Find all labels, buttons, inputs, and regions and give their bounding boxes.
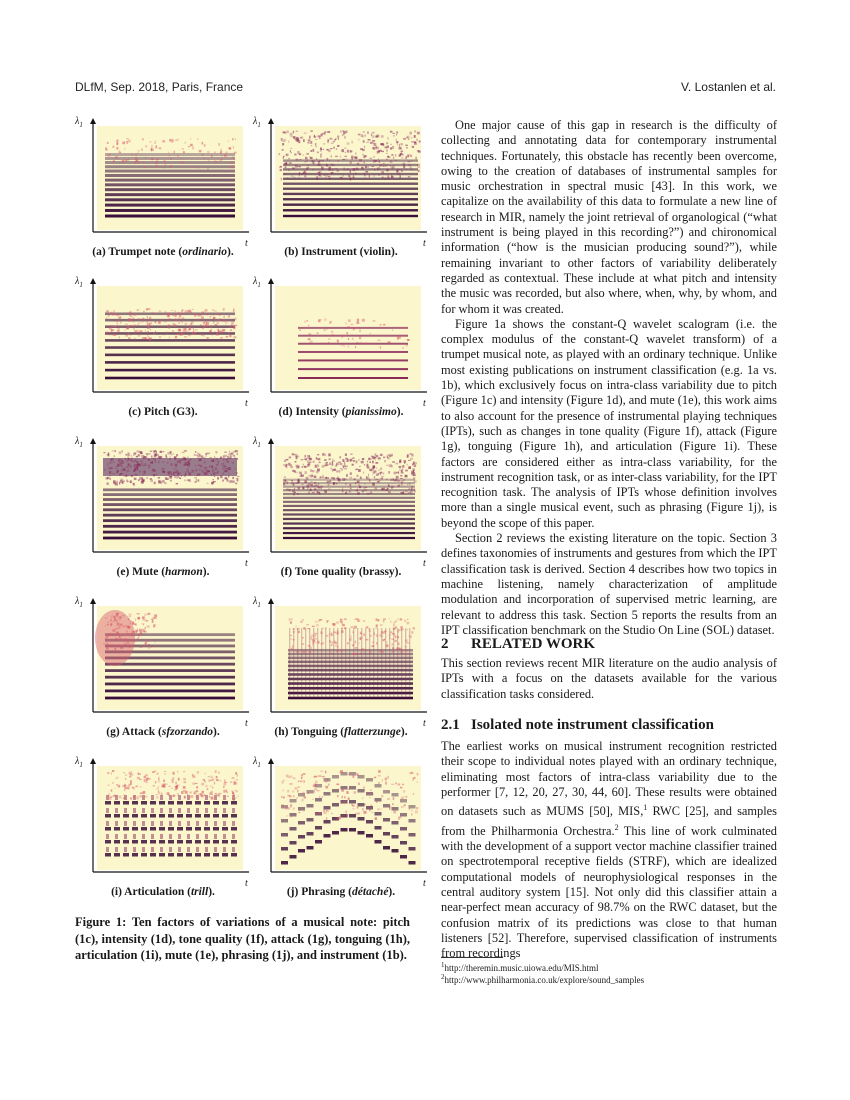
scalogram-b bbox=[253, 116, 429, 249]
footnote-mark: 2 bbox=[614, 822, 619, 832]
section-heading-2 bbox=[441, 636, 595, 653]
x-axis-label: t bbox=[245, 238, 248, 249]
x-axis-label: t bbox=[245, 878, 248, 889]
body-column-related bbox=[441, 656, 777, 702]
subfigure-caption-d: (d) Intensity (pianissimo). bbox=[278, 406, 404, 418]
subfigure-caption-h: (h) Tonguing (flatterzunge). bbox=[274, 726, 408, 738]
y-axis-label: $\lambda_1$ bbox=[75, 436, 83, 449]
section-number: 2.1 bbox=[441, 717, 460, 733]
x-axis-label: t bbox=[423, 558, 426, 569]
y-axis-label: $\lambda_1$ bbox=[75, 116, 83, 129]
subfigure-a bbox=[75, 116, 251, 249]
x-axis-label: t bbox=[245, 398, 248, 409]
scalogram-d bbox=[253, 276, 429, 409]
footnote-1: $^1$http://theremin.music.uiowa.edu/MIS.html bbox=[441, 961, 599, 973]
scalogram-h bbox=[253, 596, 429, 729]
y-axis-label: $\lambda_1$ bbox=[75, 596, 83, 609]
paragraph-related-work: This section reviews recent MIR literature on the audio analysis of IPTs with a focus on the datasets available for the various classification tasks considered. bbox=[441, 656, 777, 701]
section-heading-2-1 bbox=[441, 717, 714, 734]
subfigure-f bbox=[253, 436, 429, 569]
footnote-link[interactable]: http://www.philharmonia.co.uk/explore/sound_samples bbox=[444, 975, 645, 985]
y-axis-label: $\lambda_1$ bbox=[253, 756, 261, 769]
subfigure-caption-i: (i) Articulation (trill). bbox=[111, 886, 215, 898]
scalogram-e bbox=[75, 436, 251, 569]
subfigure-b bbox=[253, 116, 429, 249]
subfigure-caption-e: (e) Mute (harmon). bbox=[116, 566, 210, 578]
subfigure-caption-g: (g) Attack (sfzorzando). bbox=[106, 726, 220, 738]
paragraph-figure1: Figure 1a shows the constant-Q wavelet scalogram (i.e. the complex modulus of the constant-Q wavelet transform) of a trumpet musical note, as played with an ordinary technique. Unlike most existing publications on instrument classification (e.g. 1a vs. 1b), which exclusively focus on intra-class variability due to pitch (Figure 1c) and intensity (Figure 1d), and mute (1e), this work aims to also account for the presence of instrumental playing techniques (IPTs), such as changes in tone quality (Figure 1f), attack (Figure 1g), tonguing (Figure 1h), and articulation (Figure 1i). These factors are considered either as intra-class variability, for the instrument recognition task, or as inter-class variability, for the IPT recognition task. The analysis of IPTs whose definition involves more than a single musical event, such as phrasing (Figure 1j), is beyond the scope of this paper. bbox=[441, 316, 777, 530]
scalogram-g bbox=[75, 596, 251, 729]
footnote-2: $^2$http://www.philharmonia.co.uk/explore/sound_samples bbox=[441, 973, 645, 985]
body-column-top bbox=[441, 118, 777, 638]
x-axis-label: t bbox=[245, 718, 248, 729]
footnote-link[interactable]: http://theremin.music.uiowa.edu/MIS.html bbox=[444, 963, 599, 973]
subfigure-caption-b: (b) Instrument (violin). bbox=[284, 246, 398, 258]
x-axis-label: t bbox=[423, 238, 426, 249]
section-title: Isolated note instrument classification bbox=[471, 717, 714, 733]
x-axis-label: t bbox=[423, 878, 426, 889]
scalogram-c bbox=[75, 276, 251, 409]
y-axis-label: $\lambda_1$ bbox=[75, 756, 83, 769]
x-axis-label: t bbox=[423, 398, 426, 409]
subfigure-d bbox=[253, 276, 429, 409]
figure-caption: Figure 1: Ten factors of variations of a musical note: pitch (1c), intensity (1d), tone quality (1f), attack (1g), tonguing (1h), articulation (1i), mute (1e), phrasing (1j), and instrument (1b). bbox=[75, 915, 410, 962]
running-header-right: V. Lostanlen et al. bbox=[681, 80, 776, 94]
paragraph-intro: One major cause of this gap in research is the difficulty of collecting and annotating data for contemporary instrumental techniques. Fortunately, this obstacle has recently been overcome, owing to the creation of databases of instrumental samples for music orchestration in spectral music [43]. In this work, we capitalize on the availability of this data to formulate a new line of research in MIR, namely the joint retrieval of organological (“what instrument is being played in this recording?”) and chironomical information (“how is the musician producing sound?”), while remaining invariant to other factors of variability deliberately regarded as contextual. These include at what pitch and intensity the music was recorded, but also where, when, why, by whom, and for whom it was created. bbox=[441, 118, 777, 316]
running-header-left: DLfM, Sep. 2018, Paris, France bbox=[75, 80, 244, 94]
subfigure-caption-c: (c) Pitch (G3). bbox=[128, 406, 198, 418]
paragraph-isolated-notes: The earliest works on musical instrument recognition restricted their scope to individual notes played with an ordinary technique, eliminating most factors of intra-class variability due to the performer [7, 12, 20, 27, 30, 44, 60]. These results were obtained on datasets such as MUMS [50], MIS,$^1$ RWC [25], and samples from the Philharmonia Orchestra.$^2$ This line of work culminated with the development of a support vector machine classifier trained on spectrotemporal receptive fields (STRF), which are idealized computational models of neurophysiological responses in the central auditory system [15]. Not only did this classifier attain a near-perfect mean accuracy of 98.7% on the RWC dataset, but the confusion matrix of its predictions was close to that human listeners [52]. Therefore, supervised classification of instruments from recordings bbox=[441, 739, 778, 961]
subfigure-e bbox=[75, 436, 251, 569]
section-title: RELATED WORK bbox=[471, 636, 596, 652]
scalogram-f bbox=[253, 436, 429, 569]
subfigure-caption-a: (a) Trumpet note (ordinario). bbox=[92, 246, 234, 258]
y-axis-label: $\lambda_1$ bbox=[75, 276, 83, 289]
scalogram-i bbox=[75, 756, 251, 889]
footnote-mark: 1 bbox=[643, 803, 648, 813]
subfigure-h bbox=[253, 596, 429, 729]
y-axis-label: $\lambda_1$ bbox=[253, 436, 261, 449]
subfigure-c bbox=[75, 276, 251, 409]
y-axis-label: $\lambda_1$ bbox=[253, 116, 261, 129]
footnote-rule bbox=[441, 957, 503, 958]
section-number: 2 bbox=[441, 636, 449, 652]
paragraph-outline: Section 2 reviews the existing literature on the topic. Section 3 defines taxonomies of instruments and gestures from which the IPT classification task is derived. Section 4 describes how two topics in machine listening, namely characterization of amplitude modulation and incorporation of supervised metric learning, are relevant to address this task. Section 5 reports the results from an IPT classification benchmark on the Studio On Line (SOL) dataset. bbox=[441, 531, 777, 637]
x-axis-label: t bbox=[245, 558, 248, 569]
scalogram-a bbox=[75, 116, 251, 249]
subfigure-caption-j: (j) Phrasing (détaché). bbox=[286, 886, 396, 898]
x-axis-label: t bbox=[423, 718, 426, 729]
y-axis-label: $\lambda_1$ bbox=[253, 276, 261, 289]
scalogram-j bbox=[253, 756, 429, 889]
subfigure-i bbox=[75, 756, 251, 889]
subfigure-j bbox=[253, 756, 429, 889]
subfigure-caption-f: (f) Tone quality (brassy). bbox=[280, 566, 402, 578]
body-column-isolated bbox=[441, 739, 777, 961]
subfigure-g bbox=[75, 596, 251, 729]
y-axis-label: $\lambda_1$ bbox=[253, 596, 261, 609]
